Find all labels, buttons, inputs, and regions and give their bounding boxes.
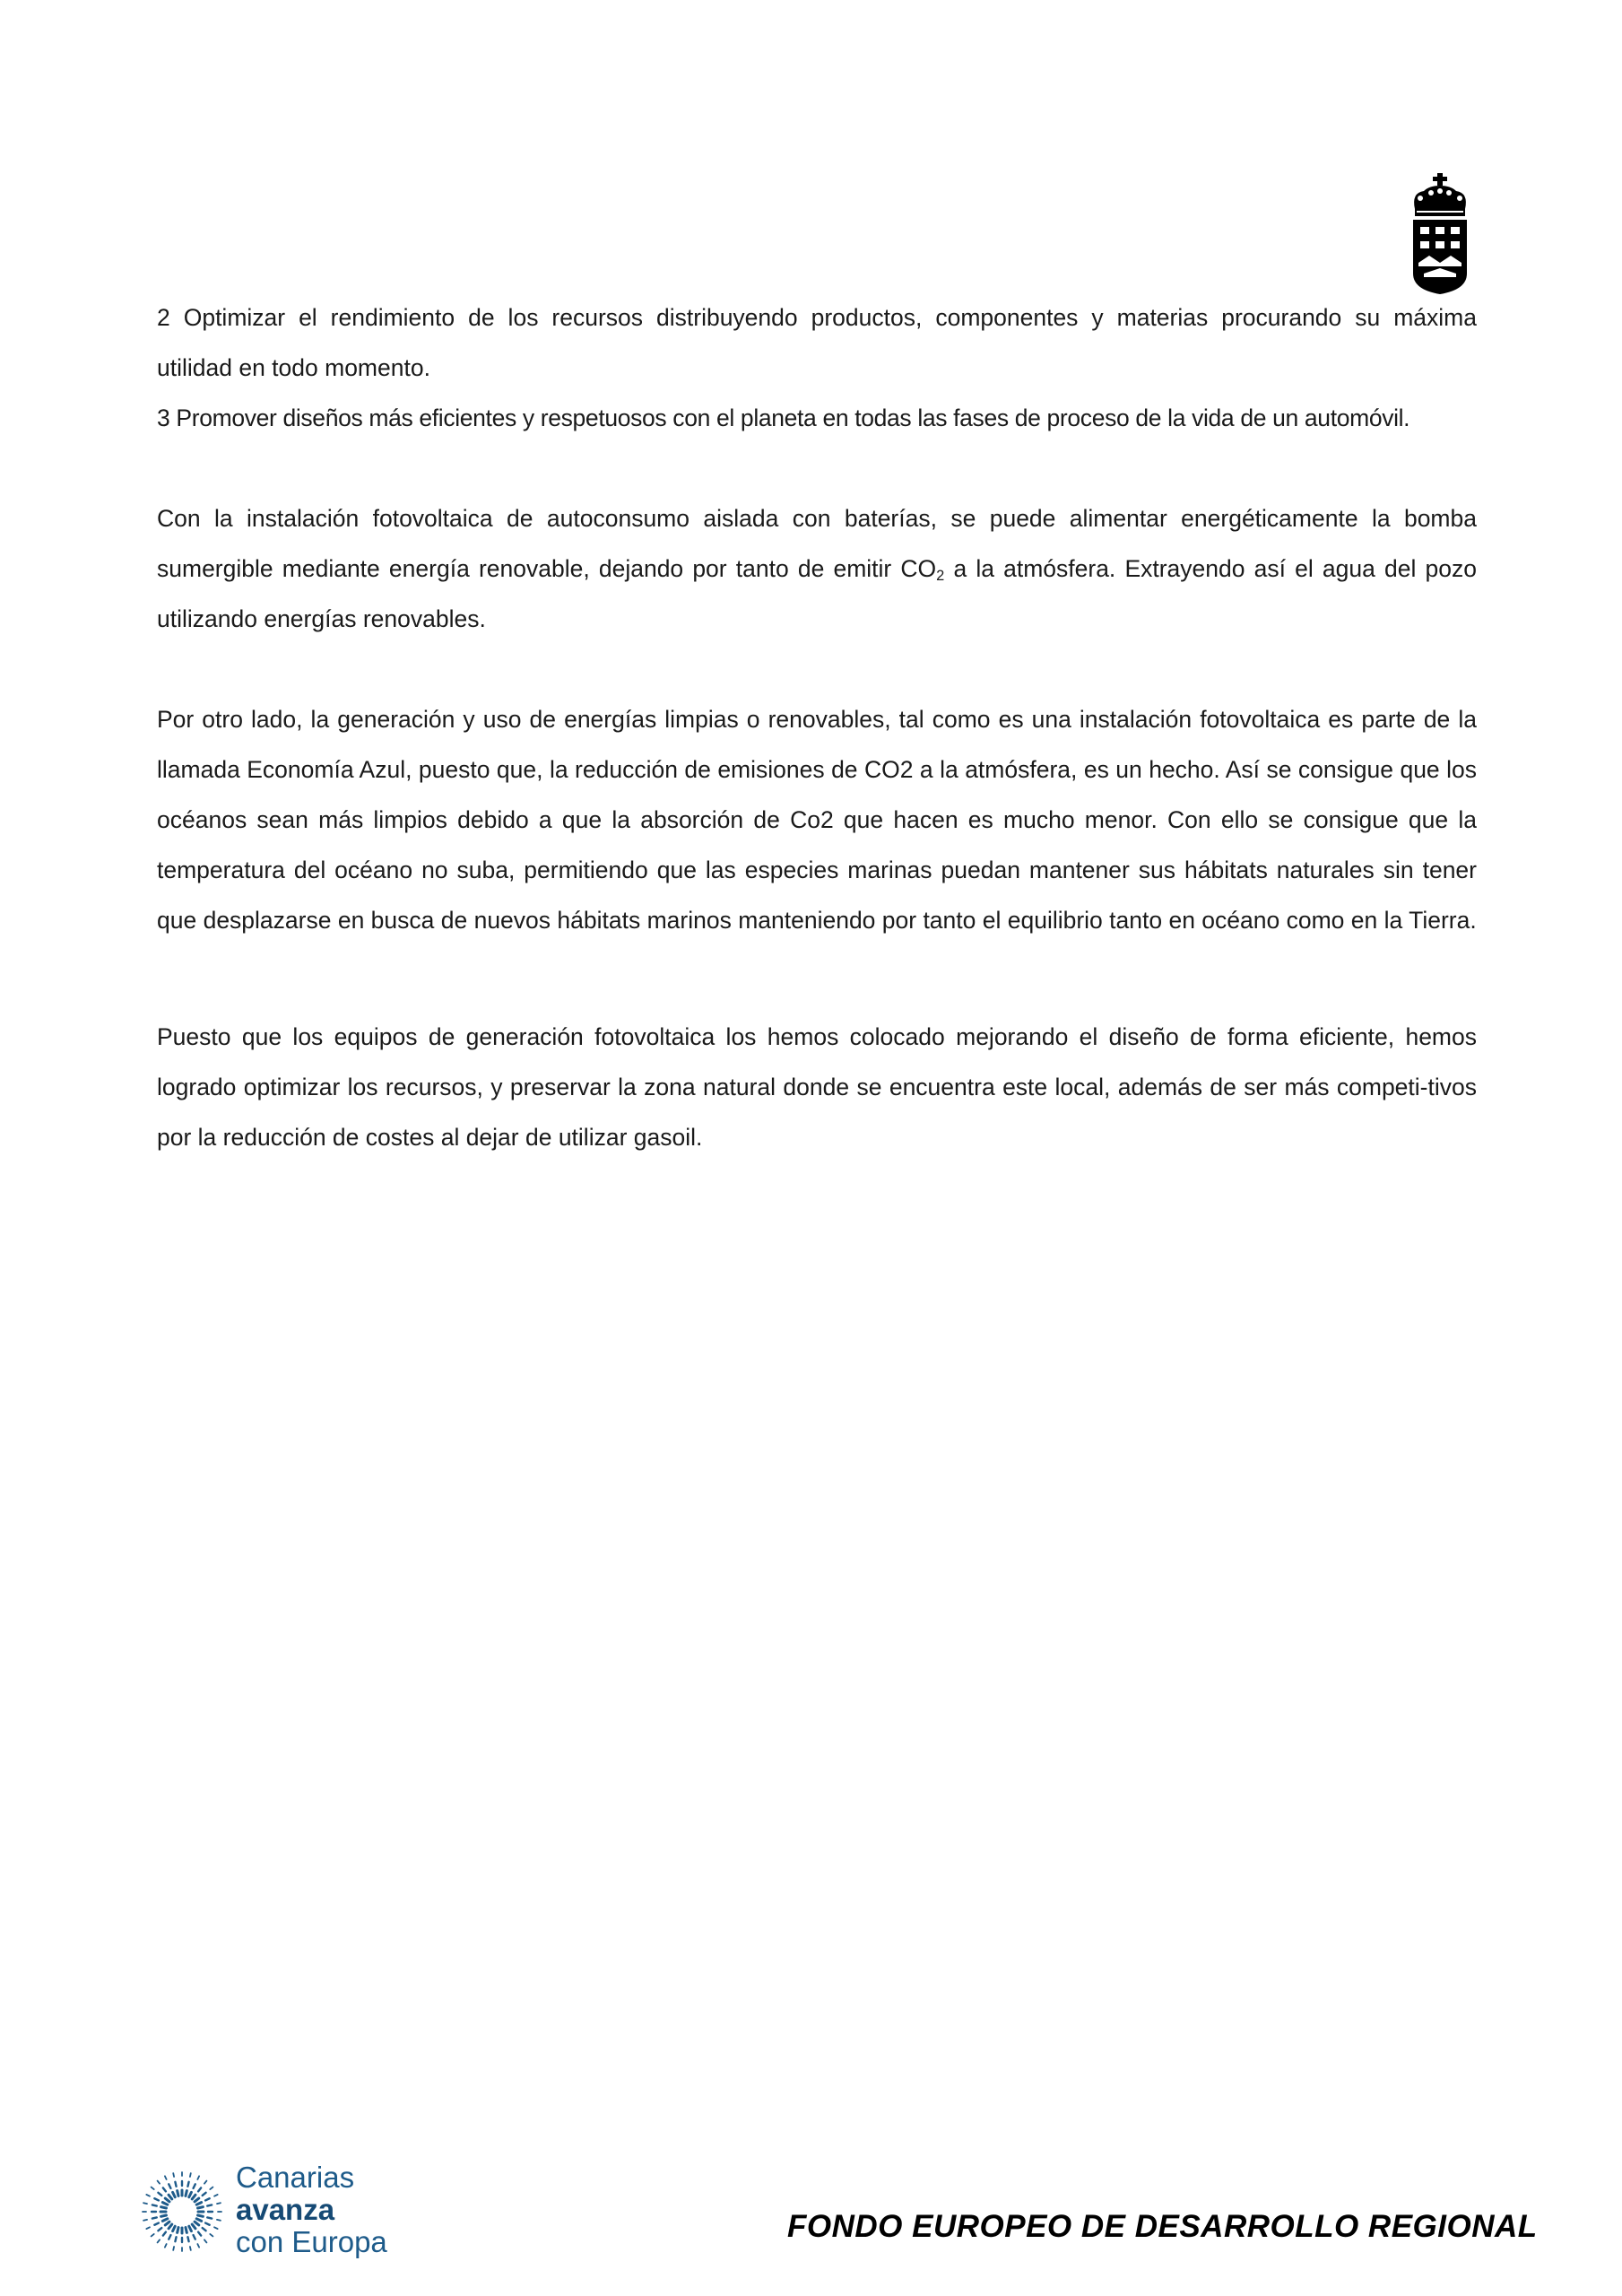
logo-ray [152, 2234, 154, 2236]
logo-ray [198, 2232, 201, 2236]
logo-ray [173, 2173, 174, 2177]
paragraph-1-text-before: Con la instalación fotovoltaica de autoconsumo aislada con baterías, se puede alimentar energéticamente la bomba sumergible mediante energía renovable, dejando por tanto de emitir CO [157, 505, 1477, 582]
paragraph-1-text-after: a la atmósfera. Extrayendo así el agua del pozo utilizando energías renovables. [157, 555, 1477, 632]
logo-ray [173, 2247, 174, 2250]
logo-ray [158, 2239, 160, 2242]
logo-ray [189, 2226, 192, 2231]
logo-ray [154, 2223, 159, 2225]
logo-ray [165, 2176, 167, 2179]
logo-ray [205, 2223, 210, 2225]
logo-ray [162, 2203, 167, 2205]
logo-ray [169, 2235, 170, 2239]
logo-ray [165, 2198, 169, 2202]
logo-ray [152, 2217, 157, 2218]
logo-ray [162, 2219, 167, 2222]
logo-ray [163, 2187, 166, 2191]
logo-ray [163, 2232, 166, 2236]
logo-ray [169, 2184, 170, 2188]
logo-ray [194, 2184, 195, 2188]
logo-ray [198, 2187, 201, 2191]
paragraph-2: Por otro lado, la generación y uso de energías limpias o renovables, tal como es una instalación fotovoltaica es parte de la llamada Economía Azul, puesto que, la reducción de emisiones de CO2 a la atmósfera, es un hecho. Así se consigue que los océanos sean más limpios debido a que la absorción de Co2 que hacen es mucho menor. Con ello se consigue que la temperatura del océano no suba, permitiendo que las especies marinas puedan mantener sus hábitats naturales sin tener que desplazarse en busca de nuevos hábitats marinos manteniendo por tanto el equilibrio tanto en océano como en la Tierra. [157, 706, 1477, 934]
paragraph-3: Puesto que los equipos de generación fotovoltaica los hemos colocado mejorando el diseño de forma eficiente, hemos logrado optimizar los recursos, y preservar la zona natural donde se encuentra este local, además de ser más competi-tivos por la reducción de costes al dejar de utilizar gasoil. [157, 1023, 1477, 1151]
logo-ray [197, 2244, 199, 2248]
logo-ray [203, 2193, 206, 2196]
logo-ray [161, 2207, 167, 2208]
logo-ray [146, 2195, 150, 2196]
logo-ray [169, 2224, 172, 2229]
logo-ray [161, 2215, 167, 2216]
list-item-3: 3 Promover diseños más eficientes y respetuosos con el planeta en todas las fases de proceso de la vida de un automóvil. [157, 404, 1410, 431]
logo-ray [195, 2198, 199, 2202]
logo-ray [194, 2235, 195, 2239]
logo-line-2: avanza [236, 2193, 335, 2226]
paragraph-1-subscript: 2 [936, 568, 945, 585]
logo-ray [192, 2195, 195, 2199]
logo-line-3: con Europa [236, 2225, 387, 2258]
logo-ray [146, 2227, 150, 2229]
logo-ray [210, 2234, 213, 2236]
paragraph-1 [157, 493, 1477, 644]
logo-ray [165, 2222, 169, 2225]
logo-ray [175, 2182, 176, 2187]
logo-ray [210, 2187, 213, 2189]
logo-ray [214, 2227, 218, 2229]
document-body [157, 292, 1477, 1162]
logo-ray [203, 2228, 206, 2231]
logo-ray [195, 2222, 199, 2225]
logo-ray [196, 2203, 201, 2205]
logo-ray [192, 2224, 195, 2229]
logo-ray [207, 2217, 212, 2218]
coat-of-arms-icon [1408, 173, 1472, 294]
logo-ray [143, 2203, 147, 2204]
logo-ray [173, 2226, 176, 2231]
fund-name: FONDO EUROPEO DE DESARROLLO REGIONAL [787, 2209, 1538, 2244]
logo-ray [217, 2220, 221, 2221]
canarias-avanza-logo-icon [130, 2160, 233, 2258]
logo-ray [143, 2220, 147, 2221]
logo-ray [214, 2195, 218, 2196]
logo-ray [187, 2237, 188, 2241]
logo-ray [158, 2193, 161, 2196]
canarias-avanza-logo [130, 2160, 417, 2258]
logo-ray [173, 2192, 176, 2196]
logo-ray [187, 2182, 188, 2187]
logo-ray [154, 2198, 159, 2200]
logo-ray [189, 2192, 192, 2196]
logo-ray [175, 2237, 176, 2241]
logo-ray [190, 2173, 191, 2177]
logo-ray [217, 2203, 221, 2204]
logo-ray [196, 2219, 201, 2222]
logo-ray [169, 2195, 172, 2199]
logo-line-1: Canarias [236, 2161, 355, 2194]
logo-ray [197, 2176, 199, 2179]
logo-ray [204, 2239, 206, 2242]
logo-ray [190, 2247, 191, 2250]
logo-ray [158, 2181, 160, 2184]
logo-ray [198, 2215, 204, 2216]
logo-ray [158, 2228, 161, 2231]
logo-ray [198, 2207, 204, 2208]
logo-ray [205, 2198, 210, 2200]
logo-ray [204, 2181, 206, 2184]
logo-ray [165, 2244, 167, 2248]
list-item-2-line1: 2 Optimizar el rendimiento de los recursos distribuyendo productos, componentes y materias procurando su máxima [157, 304, 1477, 331]
list-item-2-line2: utilidad en todo momento. [157, 354, 430, 381]
logo-ray [152, 2187, 154, 2189]
